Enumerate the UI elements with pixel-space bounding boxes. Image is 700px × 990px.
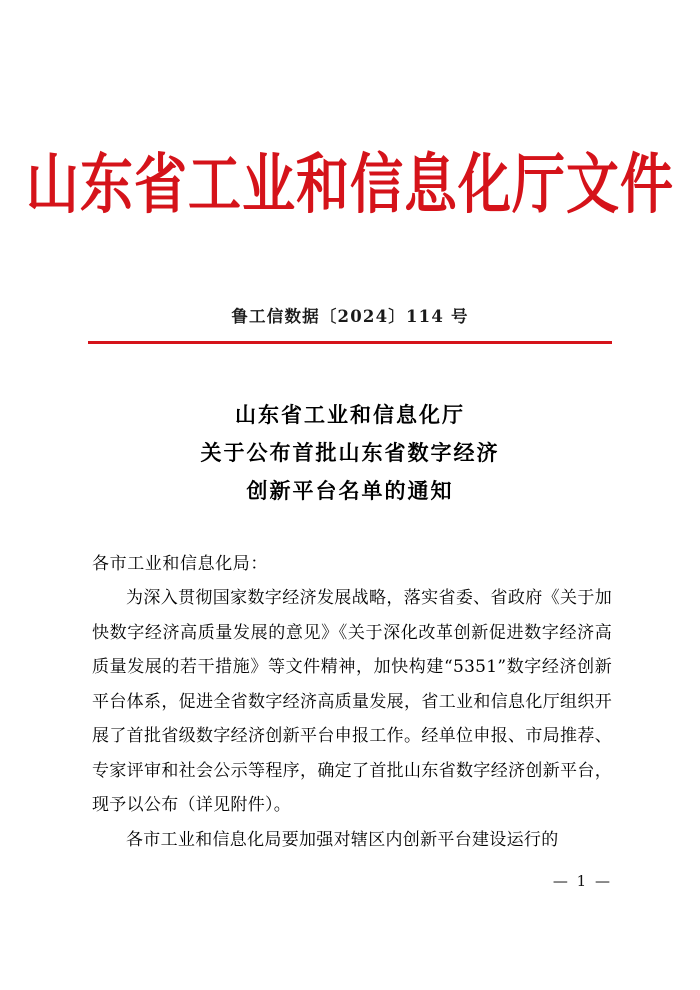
title-line-2: 关于公布首批山东省数字经济	[200, 440, 500, 465]
masthead-title: 山东省工业和信息化厅文件	[26, 146, 674, 223]
document-body	[92, 548, 612, 857]
masthead	[0, 146, 700, 223]
title-line-1: 山东省工业和信息化厅	[235, 402, 465, 427]
red-divider-rule	[88, 341, 612, 344]
title-line-3: 创新平台名单的通知	[246, 478, 454, 503]
document-number: 鲁工信数据〔2024〕114 号	[231, 307, 469, 326]
document-title	[0, 396, 700, 510]
body-paragraph-1: 为深入贯彻国家数字经济发展战略，落实省委、省政府《关于加快数字经济高质量发展的意见》《关于深化改革创新促进数字经济高质量发展的若干措施》等文件精神，加快构建“5351”数字经济创新平台体系，促进全省数字经济高质量发展，省工业和信息化厅组织开展了首批省级数字经济创新平台申报工作。经单位申报、市局推荐、专家评审和社会公示等程序，确定了首批山东省数字经济创新平台，现予以公布（详见附件）。	[92, 588, 612, 815]
page-number: — 1 —	[552, 872, 612, 890]
body-paragraph-2: 各市工业和信息化局要加强对辖区内创新平台建设运行的	[126, 829, 559, 850]
salutation: 各市工业和信息化局：	[92, 554, 268, 574]
